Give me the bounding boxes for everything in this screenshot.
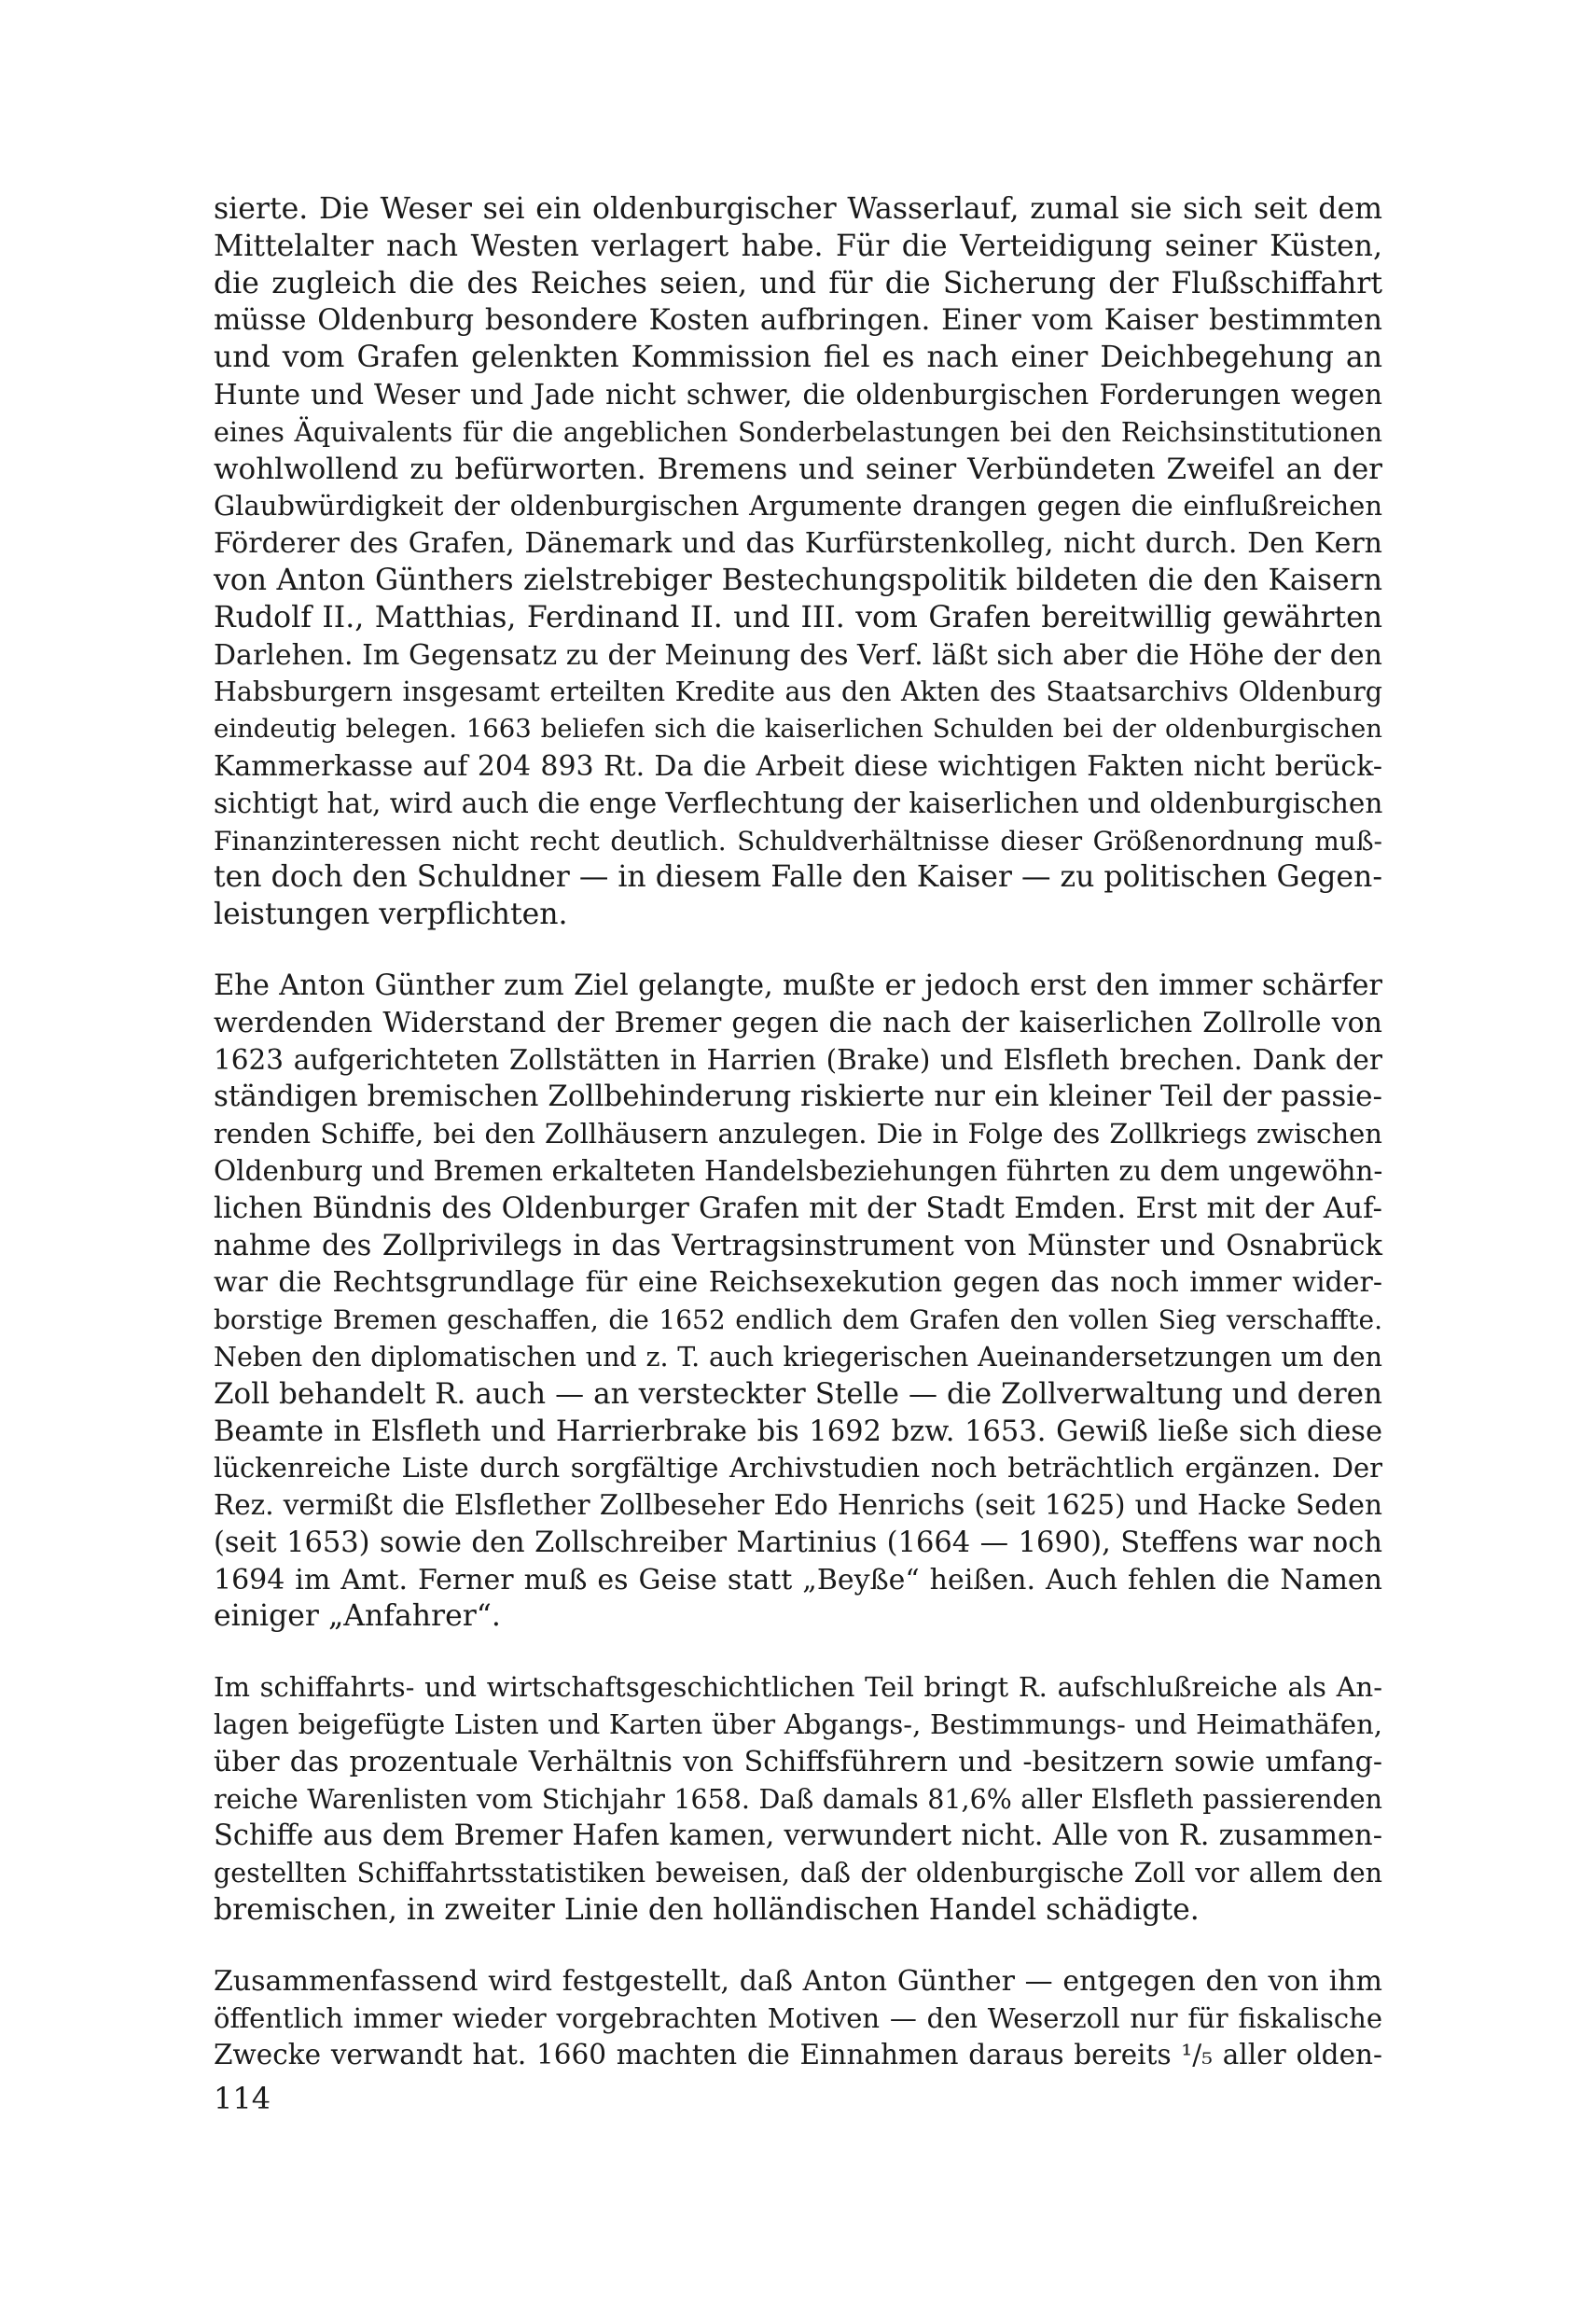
- text-line: Ehe Anton Günther zum Ziel gelangte, mußte er jedoch erst den immer schärfer: [214, 969, 1382, 1002]
- paragraph-4: [214, 1963, 1382, 2074]
- text-line: gestellten Schiffahrtsstatistiken beweisen, daß der oldenburgische Zoll vor allem den: [214, 1858, 1382, 1889]
- text-line: Rudolf II., Matthias, Ferdinand II. und III. vom Grafen bereitwillig gewährten: [214, 600, 1382, 634]
- text-line: (seit 1653) sowie den Zollschreiber Martinius (1664 — 1690), Steffens war noch: [214, 1526, 1382, 1559]
- text-line: Zusammenfassend wird festgestellt, daß Anton Günther — entgegen den von ihm: [214, 1964, 1382, 1998]
- document-page: [214, 191, 1382, 2108]
- text-line: müsse Oldenburg besondere Kosten aufbringen. Einer vom Kaiser bestimmten: [214, 303, 1382, 338]
- text-line: Mittelalter nach Westen verlagert habe. Für die Verteidigung seiner Küsten,: [214, 229, 1382, 263]
- text-line: die zugleich die des Reiches seien, und für die Sicherung der Flußschiffahrt: [214, 266, 1382, 300]
- text-line: sichtigt hat, wird auch die enge Verflechtung der kaiserlichen und oldenburgischen: [214, 787, 1383, 819]
- paragraph-1: [214, 191, 1382, 934]
- text-line: werdenden Widerstand der Bremer gegen die nach der kaiserlichen Zollrolle von: [214, 1006, 1382, 1039]
- text-line: Habsburgern insgesamt erteilten Kredite aus den Akten des Staatsarchivs Oldenburg: [214, 676, 1382, 708]
- text-line: wohlwollend zu befürworten. Bremens und seiner Verbündeten Zweifel an der: [214, 452, 1382, 486]
- text-line: lagen beigefügte Listen und Karten über Abgangs-, Bestimmungs- und Heimathäfen,: [214, 1708, 1382, 1741]
- text-line: nahme des Zollprivilegs in das Vertragsinstrument von Münster und Osnabrück: [214, 1229, 1382, 1262]
- text-line: Finanzinteressen nicht recht deutlich. Schuldverhältnisse dieser Größenordnung muß-: [214, 825, 1382, 857]
- text-line: Zwecke verwandt hat. 1660 machten die Einnahmen daraus bereits ¹/₅ aller olden-: [214, 2039, 1382, 2071]
- text-line: eindeutig belegen. 1663 beliefen sich die kaiserlichen Schulden bei der oldenburgischen: [214, 714, 1382, 745]
- text-line: 1694 im Amt. Ferner muß es Geise statt „Beyße“ heißen. Auch fehlen die Namen: [214, 1563, 1382, 1596]
- text-line: Rez. vermißt die Elsflether Zollbeseher Edo Henrichs (seit 1625) und Hacke Seden: [214, 1489, 1382, 1522]
- text-line: Beamte in Elsfleth und Harrierbrake bis 1692 bzw. 1653. Gewiß ließe sich diese: [214, 1415, 1382, 1448]
- page-number: 114: [214, 2081, 271, 2116]
- text-line: Glaubwürdigkeit der oldenburgischen Argumente drangen gegen die einflußreichen: [214, 490, 1382, 523]
- text-line: lückenreiche Liste durch sorgfältige Archivstudien noch beträchtlich ergänzen. Der: [214, 1452, 1382, 1485]
- text-line: und vom Grafen gelenkten Kommission fiel es nach einer Deichbegehung an: [214, 341, 1382, 375]
- paragraph-3: [214, 1669, 1382, 1930]
- text-line: reiche Warenlisten vom Stichjahr 1658. Daß damals 81,6% aller Elsfleth passierenden: [214, 1783, 1382, 1815]
- text-line: von Anton Günthers zielstrebiger Bestechungspolitik bildeten die den Kaisern: [214, 563, 1382, 597]
- text-line: 1623 aufgerichteten Zollstätten in Harrien (Brake) und Elsfleth brechen. Dank der: [214, 1043, 1382, 1076]
- text-line: war die Rechtsgrundlage für eine Reichsexekution gegen das noch immer wider-: [214, 1266, 1382, 1300]
- text-line: ten doch den Schuldner — in diesem Falle den Kaiser — zu politischen Gegen-: [214, 860, 1382, 895]
- text-line: borstige Bremen geschaffen, die 1652 endlich dem Grafen den vollen Sieg verschaffte.: [214, 1304, 1382, 1336]
- text-line: Oldenburg und Bremen erkalteten Handelsbeziehungen führten zu dem ungewöhn-: [214, 1154, 1383, 1187]
- paragraph-2: [214, 968, 1382, 1636]
- text-line: renden Schiffe, bei den Zollhäusern anzulegen. Die in Folge des Zollkriegs zwischen: [214, 1118, 1382, 1150]
- text-line: bremischen, in zweiter Linie den holländischen Handel schädigte.: [214, 1893, 1200, 1928]
- text-line: eines Äquivalents für die angeblichen Sonderbelastungen bei den Reichsinstitutionen: [214, 416, 1382, 448]
- text-line: öffentlich immer wieder vorgebrachten Motiven — den Weserzoll nur für fiskalische: [214, 2001, 1382, 2034]
- text-line: Hunte und Weser und Jade nicht schwer, die oldenburgischen Forderungen wegen: [214, 378, 1382, 411]
- text-line: Darlehen. Im Gegensatz zu der Meinung des Verf. läßt sich aber die Höhe der den: [214, 638, 1382, 672]
- text-line: Zoll behandelt R. auch — an versteckter Stelle — die Zollverwaltung und deren: [214, 1376, 1382, 1411]
- text-line: Förderer des Grafen, Dänemark und das Kurfürstenkolleg, nicht durch. Den Kern: [214, 527, 1382, 561]
- text-line: über das prozentuale Verhältnis von Schiffsführern und -besitzern sowie umfang-: [214, 1745, 1382, 1778]
- text-line: Neben den diplomatischen und z. T. auch kriegerischen Aueinandersetzungen um den: [214, 1341, 1382, 1373]
- text-line: Im schiffahrts- und wirtschaftsgeschichtlichen Teil bringt R. aufschlußreiche als An-: [214, 1671, 1382, 1704]
- text-line: sierte. Die Weser sei ein oldenburgischer Wasserlauf, zumal sie sich seit dem: [214, 192, 1382, 226]
- text-line: einiger „Anfahrer“.: [214, 1599, 501, 1634]
- text-line: Schiffe aus dem Bremer Hafen kamen, verwundert nicht. Alle von R. zusammen-: [214, 1819, 1382, 1853]
- text-line: leistungen verpflichten.: [214, 898, 568, 932]
- text-line: ständigen bremischen Zollbehinderung riskierte nur ein kleiner Teil der passie-: [214, 1080, 1382, 1114]
- text-line: Kammerkasse auf 204 893 Rt. Da die Arbeit diese wichtigen Fakten nicht berück-: [214, 749, 1382, 783]
- text-line: lichen Bündnis des Oldenburger Grafen mit der Stadt Emden. Erst mit der Auf-: [214, 1191, 1382, 1225]
